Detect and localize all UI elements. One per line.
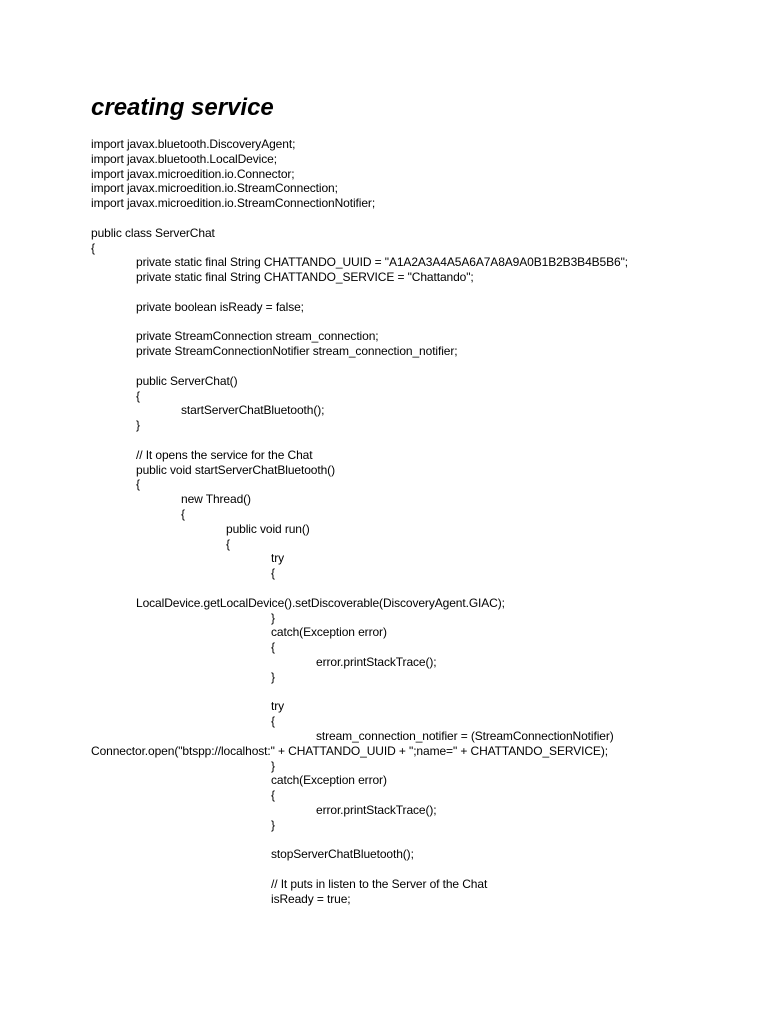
code-line: {: [91, 240, 95, 255]
code-line: catch(Exception error): [271, 625, 387, 640]
code-line: private boolean isReady = false;: [136, 299, 304, 314]
code-line: public void startServerChatBluetooth(): [136, 462, 335, 477]
code-line: private StreamConnectionNotifier stream_connection_notifier;: [136, 344, 458, 359]
code-line: {: [271, 640, 275, 655]
code-line: }: [271, 817, 275, 832]
code-line: catch(Exception error): [271, 773, 387, 788]
code-line: {: [271, 714, 275, 729]
code-line: new Thread(): [181, 492, 251, 507]
code-line: stopServerChatBluetooth();: [271, 847, 414, 862]
code-line: {: [226, 536, 230, 551]
code-line: {: [271, 788, 275, 803]
code-line: LocalDevice.getLocalDevice().setDiscoverable(DiscoveryAgent.GIAC);: [136, 595, 505, 610]
code-line: public void run(): [226, 521, 310, 536]
code-line: // It puts in listen to the Server of the Chat: [271, 877, 488, 891]
code-line: private static final String CHATTANDO_UUID = "A1A2A3A4A5A6A7A8A9A0B1B2B3B4B5B6";: [136, 255, 628, 270]
code-line: startServerChatBluetooth();: [181, 403, 325, 418]
code-line: import javax.microedition.io.StreamConnection;: [91, 181, 338, 196]
code-line: // It opens the service for the Chat: [136, 447, 313, 462]
code-line: import javax.bluetooth.LocalDevice;: [91, 151, 277, 166]
code-line: }: [136, 418, 140, 433]
code-line: public ServerChat(): [136, 373, 238, 388]
code-line: {: [271, 566, 275, 581]
code-line: private static final String CHATTANDO_SERVICE = "Chattando";: [136, 270, 474, 285]
code-line: {: [136, 477, 140, 492]
code-line: stream_connection_notifier = (StreamConnectionNotifier): [316, 729, 614, 743]
code-line: {: [136, 388, 140, 403]
code-line: try: [271, 551, 285, 566]
code-line: try: [271, 699, 285, 714]
code-line: import javax.bluetooth.DiscoveryAgent;: [91, 137, 296, 151]
code-line: }: [271, 610, 275, 625]
code-line: {: [181, 507, 185, 521]
code-line: }: [271, 669, 275, 684]
code-line: }: [271, 758, 275, 773]
page-title: creating service: [91, 94, 274, 121]
code-line: import javax.microedition.io.Connector;: [91, 166, 295, 181]
code-line: private StreamConnection stream_connection;: [136, 329, 379, 344]
code-line: error.printStackTrace();: [316, 655, 437, 669]
code-line: Connector.open("btspp://localhost:" + CHATTANDO_UUID + ";name=" + CHATTANDO_SERVICE);: [91, 743, 608, 758]
code-line: error.printStackTrace();: [316, 803, 437, 817]
code-line: isReady = true;: [271, 891, 351, 906]
code-line: public class ServerChat: [91, 225, 215, 240]
code-line: import javax.microedition.io.StreamConnectionNotifier;: [91, 196, 376, 211]
